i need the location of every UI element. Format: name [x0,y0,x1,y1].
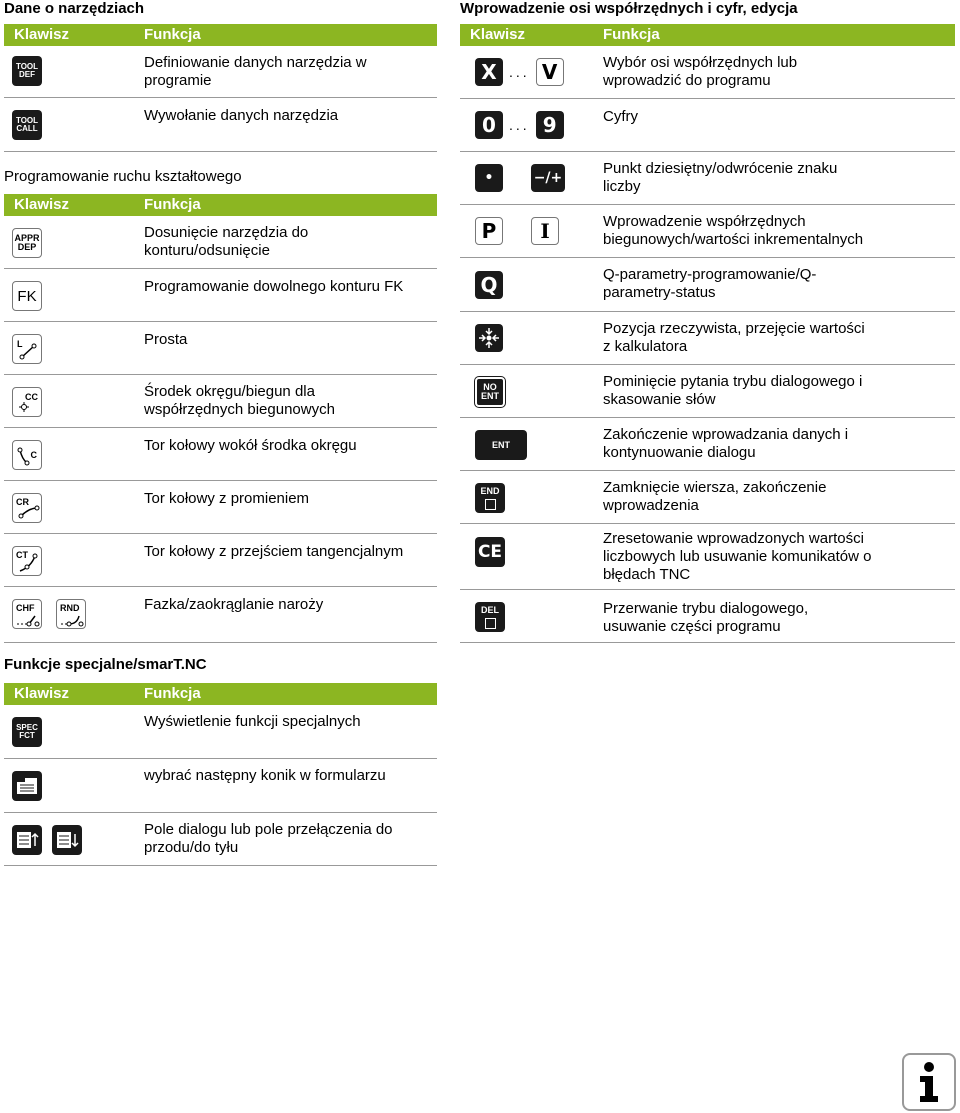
tool-def-key-icon[interactable]: TOOL DEF [12,56,42,86]
table-row: L Prosta [4,322,437,375]
ent-key-icon[interactable]: ENT [475,430,527,460]
table-row: 0 ... 9 Cyfry [460,99,955,152]
table-row: CR Tor kołowy z promieniem [4,481,437,534]
table-row: APPR DEP Dosunięcie narzędzia do konturu/odsunięcie [4,216,437,269]
digit-9-key-icon[interactable]: 9 [536,111,564,139]
fk-key-icon[interactable]: FK [12,281,42,311]
table-row: Pole dialogu lub pole przełączenia do przodu/do tyłu [4,813,437,866]
table-row: X ... V Wybór osi współrzędnych lub wprowadzić do programu [460,46,955,99]
x-axis-key-icon[interactable]: X [475,58,503,86]
table-row: • −/+ Punkt dziesiętny/odwrócenie znaku liczby [460,152,955,205]
digit-0-key-icon[interactable]: 0 [475,111,503,139]
sign-change-key-icon[interactable]: −/+ [531,164,565,192]
table-row: END Zamknięcie wiersza, zakończenie wprowadzenia [460,471,955,524]
info-icon [902,1053,956,1111]
special-header: Klawisz Funkcja [4,683,437,705]
table-row: Q Q-parametry-programowanie/Q- parametry-status [460,258,955,312]
circle-tangential-ct-key-icon[interactable]: CT [12,546,42,576]
next-tab-form-key-icon[interactable] [12,771,42,801]
table-row: DEL Przerwanie trybu dialogowego, usuwanie części programu [460,590,955,643]
contour-header: Klawisz Funkcja [4,194,437,216]
no-ent-key-icon[interactable]: NO ENT [475,377,505,407]
table-row: CC Środek okręgu/biegun dla współrzędnych biegunowych [4,375,437,428]
line-l-key-icon[interactable]: L [12,334,42,364]
table-row: Pozycja rzeczywista, przejęcie wartości z kalkulatora [460,312,955,365]
q-parameter-key-icon[interactable]: Q [475,271,503,299]
table-row: CT Tor kołowy z przejściem tangencjalnym [4,534,437,587]
chamfer-chf-key-icon[interactable]: CHF [12,599,42,629]
incremental-i-key-icon[interactable]: I [531,217,559,245]
circle-c-key-icon[interactable]: C [12,440,42,470]
end-key-icon[interactable]: END [475,483,505,513]
header-key: Klawisz [14,26,70,43]
v-axis-key-icon[interactable]: V [536,58,564,86]
table-row: FK Programowanie dowolnego konturu FK [4,269,437,322]
table-row: CHF RND Fazka/zaokrąglanie naroży [4,587,437,643]
table-row: ENT Zakończenie wprowadzania danych i kontynuowanie dialogu [460,418,955,471]
spec-fct-key-icon[interactable]: SPEC FCT [12,717,42,747]
table-row: NO ENT Pominięcie pytania trybu dialogowego i skasowanie słów [460,365,955,418]
table-row: TOOL DEF Definiowanie danych narzędzia w programie [4,46,437,98]
field-forward-key-icon[interactable] [12,825,42,855]
field-backward-key-icon[interactable] [52,825,82,855]
special-title: Funkcje specjalne/smarT.NC [4,656,207,673]
appr-dep-key-icon[interactable]: APPR DEP [12,228,42,258]
input-header: Klawisz Funkcja [460,24,955,46]
rounding-rnd-key-icon[interactable]: RND [56,599,86,629]
circle-center-cc-key-icon[interactable]: CC [12,387,42,417]
table-row: CE Zresetowanie wprowadzonych wartości liczbowych lub usuwanie komunikatów o błędach TNC [460,524,955,590]
table-row: SPEC FCT Wyświetlenie funkcji specjalnych [4,705,437,759]
tool-data-title: Dane o narzędziach [4,0,145,17]
decimal-point-key-icon[interactable]: • [475,164,503,192]
circle-radius-cr-key-icon[interactable]: CR [12,493,42,523]
polar-p-key-icon[interactable]: P [475,217,503,245]
tool-data-header [4,24,437,46]
input-title: Wprowadzenie osi współrzędnych i cyfr, edycja [460,0,798,17]
table-row: wybrać następny konik w formularzu [4,759,437,813]
clear-entry-ce-key-icon[interactable]: CE [475,537,505,567]
table-row: P I Wprowadzenie współrzędnych biegunowych/wartości inkrementalnych [460,205,955,258]
header-function: Funkcja [144,26,201,43]
tool-call-key-icon[interactable]: TOOL CALL [12,110,42,140]
del-key-icon[interactable]: DEL [475,602,505,632]
table-row: TOOL CALL Wywołanie danych narzędzia [4,98,437,152]
contour-title: Programowanie ruchu kształtowego [4,168,242,185]
actual-position-key-icon[interactable] [475,324,503,352]
table-row: C Tor kołowy wokół środka okręgu [4,428,437,481]
